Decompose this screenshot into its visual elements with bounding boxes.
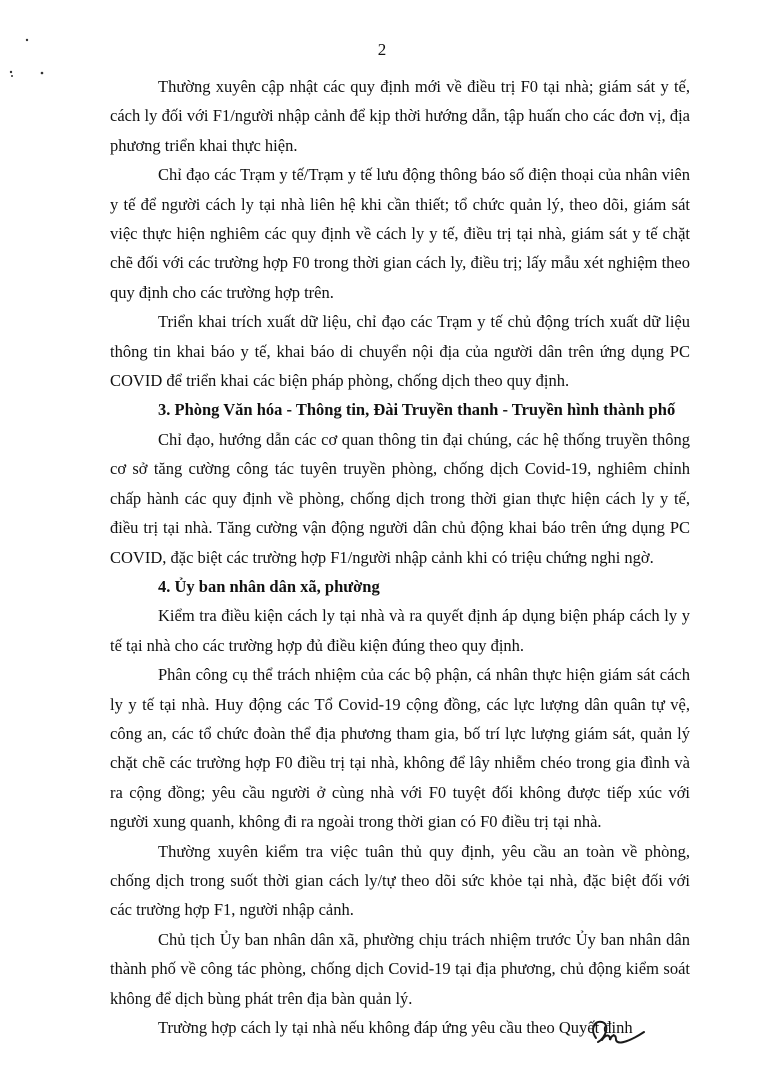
paragraph: Triển khai trích xuất dữ liệu, chỉ đạo các Trạm y tế chủ động trích xuất dữ liệu thông tin khai báo y tế, khai báo di chuyển nội địa của người dân trên ứng dụng PC COVID để triển khai các biện pháp phòng, chống dịch theo quy định. — [110, 312, 690, 391]
paragraph: Trường hợp cách ly tại nhà nếu không đáp ứng yêu cầu theo Quyết định — [158, 1018, 633, 1037]
handwritten-initial-signature — [588, 1016, 648, 1056]
paragraph: Thường xuyên kiểm tra việc tuân thủ quy định, yêu cầu an toàn về phòng, chống dịch trong suốt thời gian cách ly/tự theo dõi sức khỏe tại nhà, đặc biệt đối với các trường hợp F1, người nhập cảnh. — [110, 841, 690, 920]
scan-specks — [0, 0, 80, 90]
paragraph: Kiểm tra điều kiện cách ly tại nhà và ra quyết định áp dụng biện pháp cách ly y tế tại nhà cho các trường hợp đủ điều kiện đúng theo quy định. — [110, 606, 690, 655]
paragraph: Phân công cụ thể trách nhiệm của các bộ phận, cá nhân thực hiện giám sát cách ly y tế tại nhà. Huy động các Tổ Covid-19 cộng đồng, các lực lượng dân quân tự vệ, công an, các tổ chức đoàn thể địa phương tham gia, bố trí lực lượng giám sát, quản lý chặt chẽ các trường hợp F0 điều trị tại nhà, không để lây nhiễm chéo trong gia đình và ra cộng đồng; yêu cầu người ở cùng nhà với F0 tuyệt đối không được tiếp xúc với người xung quanh, không đi ra ngoài trong thời gian có F0 điều trị tại nhà. — [110, 665, 690, 832]
paragraph: Chỉ đạo, hướng dẫn các cơ quan thông tin đại chúng, các hệ thống truyền thông cơ sở tăng cường công tác tuyên truyền phòng, chống dịch Covid-19, nghiêm chỉnh chấp hành các quy định về phòng, chống dịch trong thời gian thực hiện cách ly y tế, điều trị tại nhà. Tăng cường vận động người dân chủ động khai báo trên ứng dụng PC COVID, đặc biệt các trường hợp F1/người nhập cảnh khi có triệu chứng nghi ngờ. — [110, 429, 690, 567]
page-number: 2 — [377, 40, 387, 59]
document-body — [110, 72, 690, 1042]
paragraph: Chỉ đạo các Trạm y tế/Trạm y tế lưu động thông báo số điện thoại của nhân viên y tế để người cách ly tại nhà liên hệ khi cần thiết; tổ chức quản lý, theo dõi, giám sát việc thực hiện nghiêm các quy định về cách ly y tế, điều trị tại nhà, giám sát y tế chặt chẽ đối với các trường hợp F0 trong thời gian cách ly, điều trị; lấy mẫu xét nghiệm theo quy định cho các trường hợp trên. — [110, 165, 690, 302]
section-heading-3: 3. Phòng Văn hóa - Thông tin, Đài Truyền thanh - Truyền hình thành phố — [158, 400, 676, 420]
section-heading-4: 4. Ủy ban nhân dân xã, phường — [158, 576, 380, 596]
paragraph: Chủ tịch Ủy ban nhân dân xã, phường chịu trách nhiệm trước Ủy ban nhân dân thành phố về công tác phòng, chống dịch Covid-19 tại địa phương, chủ động kiểm soát không để dịch bùng phát trên địa bàn quản lý. — [110, 929, 690, 1008]
paragraph: Thường xuyên cập nhật các quy định mới về điều trị F0 tại nhà; giám sát y tế, cách ly đối với F1/người nhập cảnh để kịp thời hướng dẫn, tập huấn cho các đơn vị, địa phương triển khai thực hiện. — [110, 77, 690, 155]
